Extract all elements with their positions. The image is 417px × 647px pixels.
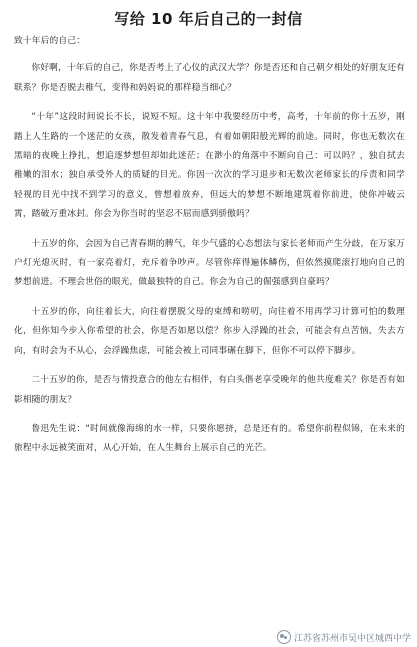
wechat-icon <box>277 630 291 644</box>
paragraph: 十五岁的你，向往着长大，向往着摆脱父母的束缚和唠叨，向往着不用再学习计算可怕的数理化，但你知今步入你希望的社会，你是否如愿以偿？你步入浮躁的社会，可能会有点苦恼，失去方向，有时会为不从心，会浮躁焦虑，可能会被上司同事碾在脚下，但你不可以停下脚步。 <box>14 306 405 356</box>
paragraph: 你好啊，十年后的自己，你是否考上了心仪的武汉大学？你是否还和自己朝夕相处的好朋友还有联系？你是否脱去稚气，变得和妈妈说的那样稳当细心？ <box>14 63 405 93</box>
salutation: 致十年后的自己： <box>14 36 86 46</box>
paragraph: “十年”这段时间说长不长，说短不短。这十年中我要经历中考，高考，十年前的你十五岁，刚踏上人生路的一个迷茫的女孩，散发着青春气息，有着如朝阳般光辉的前途。同时，你也无数次在黑暗的夜晚上挣扎，想追逐梦想但却如此迷茫；在渺小的角落中不断向自己：可以吗？，独自拭去稚嫩的泪水；独自承受外人的质疑的目光。你因一次次的学习退步和无数次老师家长的斥责和同学轻视的目光中找不到学习的意义，曾想着放弃，但远大的梦想不断地建筑着你前进，使你冲破云霄，踏破万重冰封。你会为你当时的坚忍不屈而感到骄傲吗？ <box>14 112 405 220</box>
paragraph: 鲁迅先生说：“时间就像海绵的水一样，只要你愿挤，总是还有的。希望你前程似锦，在未来的旅程中永远被笑面对，从心开始，在人生舞台上展示自己的光芒。 <box>14 423 405 454</box>
watermark-text: 江苏省苏州市吴中区城西中学 <box>293 633 411 644</box>
page-title: 写给 10 年后自己的一封信 <box>114 10 303 28</box>
paragraph: 二十五岁的你，是否与情投意合的他左右相伴，有白头偕老享受晚年的他共度难关？你是否有如影相随的朋友？ <box>14 375 405 405</box>
letter-body <box>14 32 405 469</box>
paragraph: 十五岁的你，会因为自己青春期的脾气，年少气盛的心态想法与家长老师而产生分歧，在万家万户灯光熄灭时，有一家亮着灯，充斥着争吵声。尽管你痒得遍体鳞伤，但依然摸爬滚打地向自己的梦想前进。不理会世俗的眼光，做最独特的自己。你会为自己的倔强感到自豪吗？ <box>14 238 405 288</box>
watermark <box>277 630 411 644</box>
